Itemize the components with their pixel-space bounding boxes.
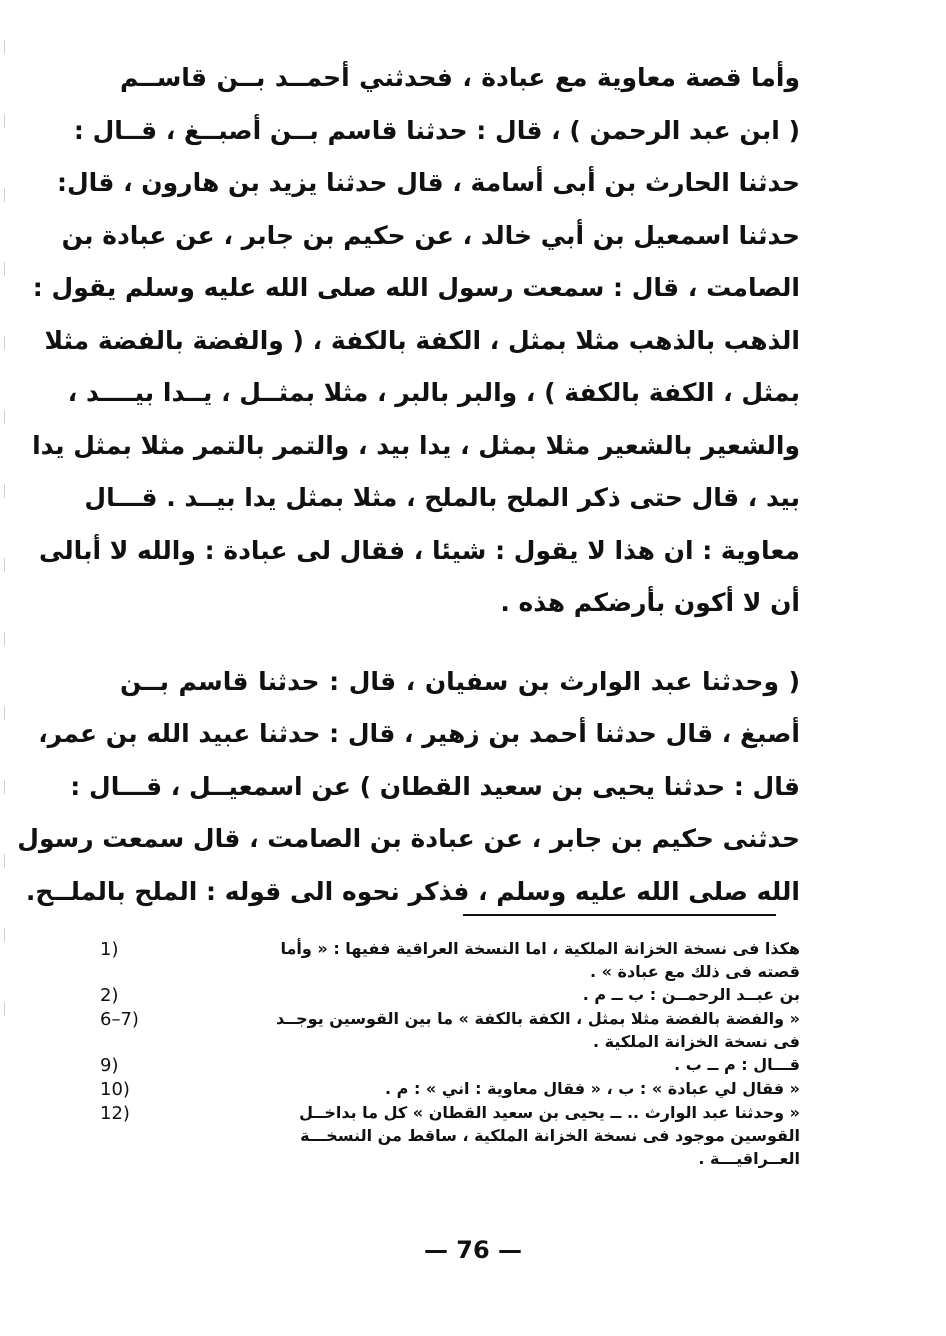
footnote-text: « والفضة بالفضة مثلا بمثل ، الكفة بالكفة » ما بين القوسين يوجــد: [275, 1009, 800, 1028]
text-line: الله صلى الله عليه وسلم ، فذكر نحوه الى قوله : الملح بالملــح.: [25, 876, 800, 906]
paragraph-2: [17, 656, 800, 919]
text-line: ( ابن عبد الرحمن ) ، قال : حدثنا قاسم بــن أصبــغ ، قــال :: [73, 115, 800, 145]
footnote-text: « فقال لي عبادة » : ب ، « فقال معاوية : اني » : م .: [385, 1079, 800, 1098]
text-line: معاوية : ان هذا لا يقول : شيئا ، فقال لى عبادة : والله لا أبالى: [39, 535, 800, 565]
footnote: [100, 1007, 800, 1053]
page-number: — 76 —: [423, 1236, 523, 1264]
footnote-text: بن عبــد الرحمــن : ب ــ م .: [582, 985, 800, 1004]
text-line: بمثل ، الكفة بالكفة ) ، والبر بالبر ، مثلا بمثــل ، يــدا بيــــد ،: [67, 378, 800, 407]
text-line: أصبغ ، قال حدثنا أحمد بن زهير ، قال : حدثنا عبيد الله بن عمر،: [38, 719, 800, 748]
footnote-text: قصته فى ذلك مع عبادة » .: [589, 962, 800, 981]
text-line: والشعير بالشعير مثلا بمثل ، يدا بيد ، والتمر بالتمر مثلا بمثل يدا: [32, 430, 800, 460]
footnote-divider: [463, 914, 776, 916]
footnote-text: « وحدثنا عبد الوارث .. ــ يحيى بن سعيد القطان » كل ما بداخــل: [299, 1103, 800, 1122]
footnote-number: 6–7): [100, 1009, 139, 1030]
footnote-text: قـــال : م ــ ب .: [674, 1055, 800, 1074]
text-line: حدثنى حكيم بن جابر ، عن عبادة بن الصامت ، قال سمعت رسول: [17, 824, 800, 853]
footnote: [100, 1053, 800, 1077]
footnote-number: 2): [100, 985, 119, 1006]
footnote-number: 10): [100, 1079, 130, 1100]
text-line: أن لا أكون بأرضكم هذه .: [500, 588, 800, 617]
footnote-text: هكذا فى نسخة الخزانة الملكية ، اما النسخة العراقية ففيها : « وأما: [280, 939, 800, 958]
text-line: قال : حدثنا يحيى بن سعيد القطان ) عن اسمعيــل ، قـــال :: [70, 771, 800, 801]
text-line: حدثنا اسمعيل بن أبي خالد ، عن حكيم بن جابر ، عن عبادة بن: [61, 220, 800, 250]
footnote-text: العــراقيـــة .: [698, 1149, 800, 1168]
footnotes: [100, 937, 800, 1170]
text-line: ( وحدثنا عبد الوارث بن سفيان ، قال : حدثنا قاسم بــن: [120, 666, 800, 696]
text-line: حدثنا الحارث بن أبى أسامة ، قال حدثنا يزيد بن هارون ، قال:: [56, 168, 800, 197]
footnote: [100, 1077, 800, 1101]
scan-edge-marks: [4, 40, 6, 1040]
paragraph-1: [32, 52, 800, 630]
footnote-number: 12): [100, 1103, 130, 1124]
footnote: [100, 937, 800, 983]
text-line: الصامت ، قال : سمعت رسول الله صلى الله عليه وسلم يقول :: [32, 273, 800, 302]
footnote-number: 9): [100, 1055, 119, 1076]
footnote: [100, 983, 800, 1007]
footnote-text: فى نسخة الخزانة الملكية .: [592, 1032, 800, 1051]
paragraph-gap: [120, 630, 800, 656]
main-text: [17, 52, 800, 918]
text-line: الذهب بالذهب مثلا بمثل ، الكفة بالكفة ، ( والفضة بالفضة مثلا: [44, 325, 800, 355]
text-line: وأما قصة معاوية مع عبادة ، فحدثني أحمــد بــن قاســم: [120, 63, 800, 92]
footnote-text: القوسين موجود فى نسخة الخزانة الملكية ، ساقط من النسخـــة: [300, 1126, 800, 1145]
footnote-number: 1): [100, 939, 119, 960]
footnote: [100, 1101, 800, 1170]
text-line: بيد ، قال حتى ذكر الملح بالملح ، مثلا بمثل يدا بيــد . قـــال: [84, 483, 800, 512]
